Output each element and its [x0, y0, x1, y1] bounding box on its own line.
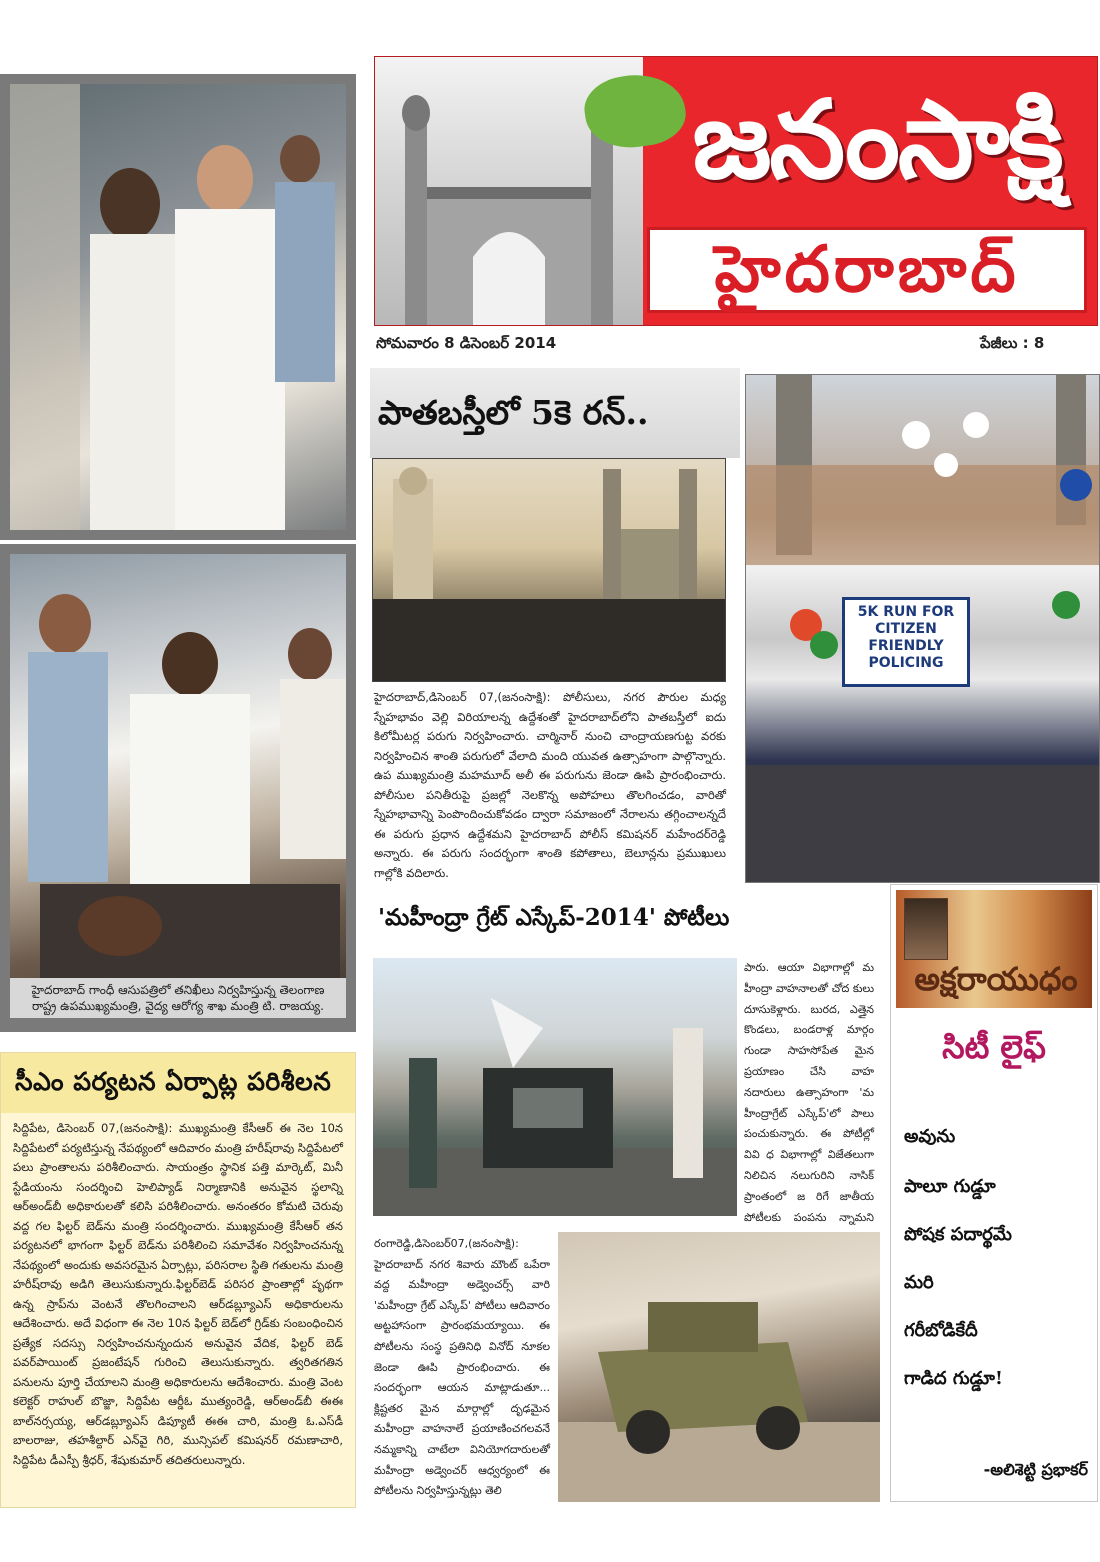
photo-caption: హైదరాబాద్ గాంధీ ఆసుపత్రిలో తనిఖీలు నిర్వహిస్తున్న తెలంగాణ రాష్ట్ర ఉపముఖ్యమంత్రి, వైద్య ఆరోగ్య శాఖ మంత్రి టి. రాజయ్య. [10, 978, 346, 1018]
jeep-flag-off-photo [373, 958, 737, 1216]
mahindra-story-body: రంగారెడ్డి,డిసెంబర్07,(జనంసాక్షి): హైదరాబాద్ నగర శివారు మౌంట్ ఒపేరా వద్ద మహీంద్రా అడ్వెంచర్స్ వారి 'మహీంద్రా గ్రేట్ ఎస్కేప్' పోటీలు ఆదివారం అట్టహాసంగా ప్రారంభమయ్యాయి. ఈ పోటీలను సంస్థ ప్రతినిధి వినోద్ నూకల జెండా ఊపి ప్రారంభించారు. ఈ సందర్భంగా ఆయన మాట్లాడుతూ... క్లిష్టతర మైన మార్గాల్లో దృఢమైన మహీంద్రా వాహనాలే ప్రయాణించగలవనే నమ్మకాన్ని చాటేలా వినియోగదారులతో మహీంద్రా అడ్వెంచర్ ఆధ్వర్యంలో ఈ పోటీలను నిర్వహిస్తున్నట్లు తెలి [374, 1237, 550, 1498]
charminar-crowd-photo [372, 458, 726, 682]
poet-name: -అలిశెట్టి ప్రభాకర్ [983, 1460, 1088, 1479]
poem-line: గాడిద గుడ్డూ! [904, 1368, 1003, 1389]
run-story-body: హైదరాబాద్,డిసెంబర్ 07,(జనంసాక్షి): పోలీసులు, నగర పౌరుల మధ్య స్నేహభావం వెల్లి విరియాలన్న ఉద్దేశంతో హైదరాబాద్‌లోని పాతబస్తీలో ఐదు కిలోమీటర్ల పరుగు నిర్వహించారు. చార్మినార్ నుంచి చాంద్రాయణగుట్ట వరకు నిర్వహించిన శాంతి పరుగులో వేలాది మంది యువత ఉత్సాహంగా పాల్గొన్నారు. ఉప ముఖ్యమంత్రి మహమూద్ అలీ ఈ పరుగును జెండా ఊపి ప్రారంభించారు. పోలీసుల పనితీరుపై ప్రజల్లో నెలకొన్న అపోహలు తొలగించడం, వారితో స్నేహభావాన్ని పెంపొందించుకోవడం ద్వారా సమాజంలో నేరాలను తగ్గించాలన్నదే ఈ పరుగు ప్రధాన ఉద్దేశమని హైదరాబాద్ పోలీస్ కమిషనర్ మహేందర్‌రెడ్డి అన్నారు. ఈ పరుగు సందర్భంగా శాంతి కపోతాలు, బెలూన్లను ప్రముఖులు గాల్లోకి వదిలారు. [374, 690, 726, 880]
photo-frame-bottom [0, 544, 356, 1032]
mahindra-headline: 'మహీంద్రా గ్రేట్ ఎస్కేప్-2014' పోటీలు [378, 904, 730, 931]
gandhi-hospital-photo-1 [10, 84, 346, 530]
edition-city: హైదరాబాద్ [714, 232, 1020, 307]
city-life-title: సిటీ లైఫ్ [942, 1028, 1046, 1066]
poet-portrait [904, 898, 948, 960]
gandhi-hospital-photo-2 [10, 554, 346, 978]
edition-city-box [647, 227, 1087, 313]
photo-frame-top [0, 74, 356, 540]
column-name: అక్షరాయుధం [914, 960, 1078, 998]
balloon-release-photo [745, 374, 1100, 883]
offroad-illustration [558, 1232, 880, 1502]
crowd-illustration [373, 459, 725, 681]
issue-date: సోమవారం 8 డిసెంబర్ 2014 [376, 334, 557, 352]
left-column [0, 56, 356, 1508]
mahindra-side-text: పారు. ఆయా విభాగాల్లో మ హీంద్రా వాహనాలతో చోద కులు దూసుకెళ్లారు. బురద, ఎత్తైన కొండలు, బండరాళ్ల మార్గం గుండా సాహసోపేత మైన ప్రయాణం చేసి వాహ నదారులు ఉత్సాహంగా 'మ హీంద్రాగ్రేట్ ఎస్కేప్'లో పాలు పంచుకున్నారు. ఈ పోటీల్లో వివి ధ విభాగాల్లో విజేతలుగా నిలిచిన నలుగురిని నాసిక్ ప్రాంతంలో జ రిగే జాతీయ పోటీలకు పంపను న్నామని [744, 961, 874, 1224]
offroad-jeep-photo [558, 1232, 880, 1502]
poem-line: పోషక పదార్థమే [904, 1224, 1012, 1245]
newspaper-name: జనంసాక్షి [692, 77, 1062, 203]
poem-line: గరీబోడికేదీ [904, 1320, 978, 1341]
doctors-illustration [10, 84, 346, 530]
run-headline: పాతబస్తీలో 5కె రన్.. [378, 393, 649, 432]
cm-visit-body: సిద్దిపేట, డిసెంబర్ 07,(జనంసాక్షి): ముఖ్యమంత్రి కేసీఆర్ ఈ నెల 10న సిద్దిపేటలో పర్యటిస్తున్న నేపథ్యంలో ఆదివారం మంత్రి హరీష్‌రావు సిద్దిపేటలో పలు ప్రాంతాలను పరిశీలించారు. సాయంత్రం స్థానిక పత్తి మార్కెట్, మినీ స్టేడియంను సందర్శించి హెలిప్యాడ్ నిర్మాణానికి అనువైన స్థలాన్ని ఆర్‌అండ్‌బీ అధికారులతో కలిసి పరిశీలించారు. అనంతరం కోమటి చెరువు వద్ద గల ఫిల్టర్ బెడ్‌ను మంత్రి సందర్శించారు. ముఖ్యమంత్రి కేసీఆర్ తన పర్యటనలో భాగంగా ఫిల్టర్ బెడ్‌ను పరిశీలించి సమావేశం నిర్వహించనున్న నేపథ్యంలో అందుకు అవసరమైన ఏర్పాట్లు, పరిసరాల స్థితి గతులను మంత్రి హరీష్‌రావు అడిగి తెలుసుకున్నారు.ఫిల్టర్‌బెడ్ పరిసర ప్రాంతాల్లో పృథగా ఉన్న స్రాప్‌ను వెంటనే తొలగించాలని ఆర్‌డబ్ల్యూఎస్ అధికారులను ఆదేశించారు. అదే విధంగా ఈ నెల 10న ఫిల్టర్ బెడ్‌లో గ్రిడ్‌కు సంబంధించిన ప్రత్యేక సదస్సు నిర్వహించనున్నందున అనువైన వేదిక, ఫిల్టర్ బెడ్ పవర్‌పాయింట్ ప్రజంటేషన్ గురించి తెలుసుకున్నారు. త్వరితగతిన పనులను పూర్తి చేయాలని మంత్రి అధికారులను ఆదేశించారు. మంత్రి వెంట కలెక్టర్ రాహుల్ బొజ్జా, సిద్దిపేట ఆర్డీఓ ముత్యంరెడ్డి, ఆర్‌అండ్‌బీ ఈఈ బాల్‌నర్సయ్య, ఆర్‌డబ్ల్యూఎస్ డిప్యూటీ ఈఈ చారి, మంత్రి ఓ.ఎస్‌డీ బాలరాజు, తహశీల్దార్ ఎన్‌వై గిరి, మున్సిపల్ కమిషనర్ రమణాచారి, సిద్దిపేట డీఎస్పీ శ్రీధర్, శేషుకుమార్ తదితరులున్నారు. [13, 1121, 343, 1467]
patient-check-illustration [10, 554, 346, 978]
poem-line: పాలూ గుడ్డూ [904, 1176, 996, 1197]
poem-line: మరి [904, 1272, 934, 1293]
jeep-illustration [373, 958, 737, 1216]
masthead [374, 56, 1098, 326]
cm-visit-headline: సీఎం పర్యటన ఏర్పాట్ల పరిశీలన [1, 1053, 355, 1113]
page-count: పేజీలు : 8 [980, 334, 1045, 352]
5k-run-banner: 5K RUN FOR CITIZEN FRIENDLY POLICING [842, 597, 970, 687]
cm-visit-story [0, 1052, 356, 1508]
run-headline-box [370, 368, 740, 458]
poem-line: అవును [904, 1126, 956, 1147]
